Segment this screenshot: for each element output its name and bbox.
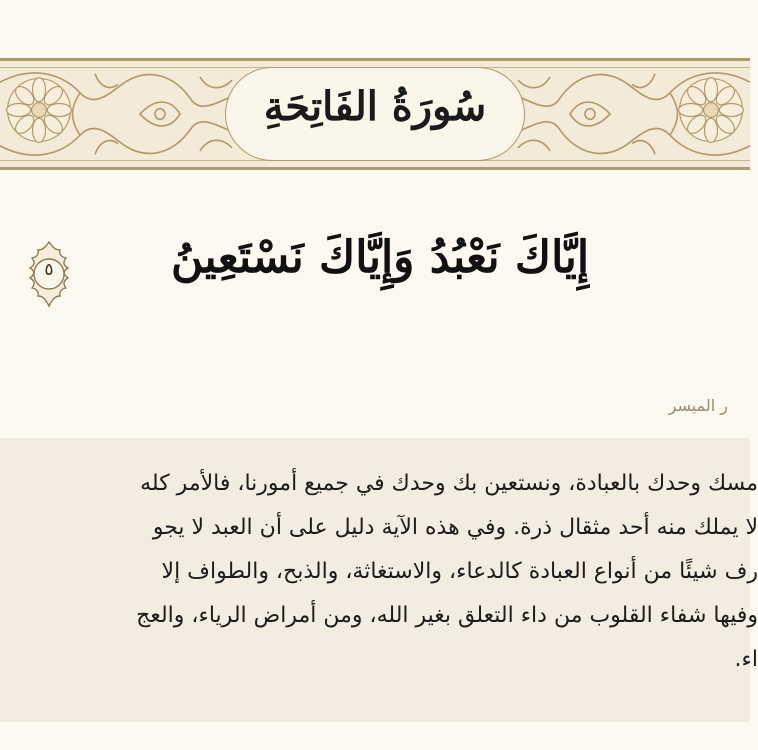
- tafsir-line: اء.: [734, 647, 758, 672]
- verse-number: ٥: [44, 260, 54, 280]
- tafsir-text: [0, 462, 758, 682]
- surah-title: سُورَةُ الفَاتِحَةِ: [263, 83, 487, 130]
- tafsir-line: مسك وحدك بالعبادة، ونستعين بك وحدك في جميع أمورنا، فالأمر كله: [140, 471, 758, 496]
- verse-text[interactable]: إِيَّاكَ نَعْبُدُ وَإِيَّاكَ نَسْتَعِينُ: [170, 232, 590, 283]
- tafsir-source-label[interactable]: ر الميسر: [668, 396, 728, 415]
- surah-header-banner: [0, 58, 750, 170]
- tafsir-line: لا يملك منه أحد مثقال ذرة. وفي هذه الآية دليل على أن العبد لا يجو: [152, 515, 758, 540]
- tafsir-line: رف شيئًا من أنواع العبادة كالدعاء، والاستغاثة، والذبح، والطواف إلا: [161, 559, 758, 584]
- tafsir-panel: [0, 438, 758, 722]
- tafsir-line: وفيها شفاء القلوب من داء التعلق بغير الله، ومن أمراض الرياء، والعج: [136, 603, 758, 628]
